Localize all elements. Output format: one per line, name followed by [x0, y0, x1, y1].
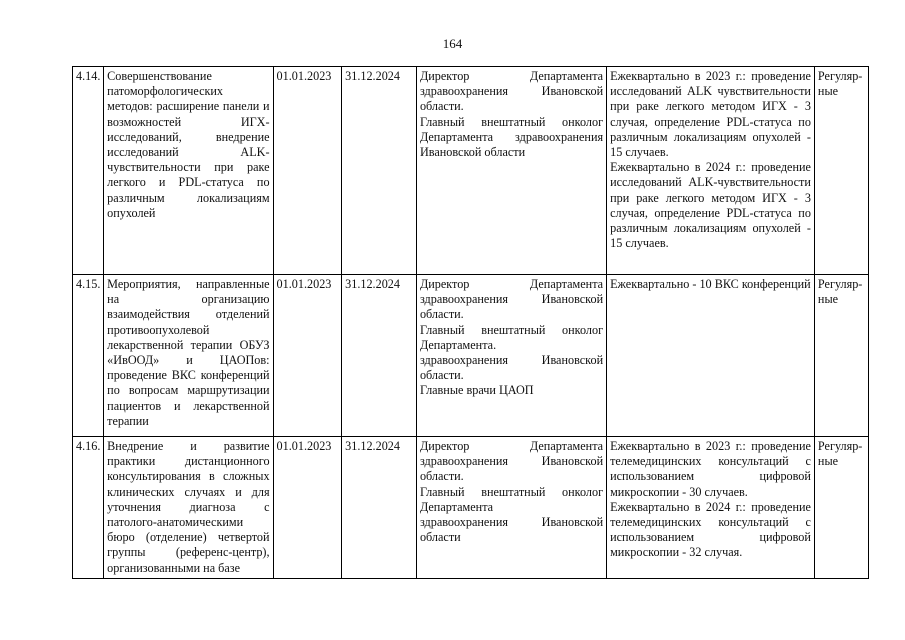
result-cell [607, 437, 815, 579]
measures-table [72, 66, 869, 579]
item-type: Регуляр-ные [814, 275, 868, 437]
responsible-line: Главные врачи ЦАОП [419, 383, 534, 398]
responsible-line: Главный внештатный онколог Департамента. [419, 322, 604, 352]
responsible-line: Главный внештатный онколог Департамента [419, 484, 604, 514]
responsible-line: Главный внештатный онколог Департамента здравоохранения Ивановской области [419, 114, 604, 160]
start-date: 01.01.2023 [273, 275, 342, 437]
item-name: Внедрение и развитие практики дистанционного консультирования в сложных клинических случаях и для уточнения диагноза с патолого-анатомическими бюро (отделение) четвертой группы (референс-центр), организованными на базе [104, 437, 273, 579]
item-number: 4.16. [73, 437, 104, 579]
responsible-cell [416, 275, 606, 437]
table-row [73, 275, 869, 437]
responsible-cell [416, 437, 606, 579]
result-line: Ежеквартально в 2024 г.: проведение исследований ALK-чувствительности при раке легкого методом ИГХ - 3 случая, определение PDL-статуса по различным локализациям опухолей - 15 случаев. [610, 160, 811, 251]
result-line: Ежеквартально в 2024 г.: проведение телемедицинских консультаций с использованием цифровой микроскопии - 32 случая. [610, 499, 811, 560]
start-date: 01.01.2023 [273, 67, 342, 275]
result-line: Ежеквартально в 2023 г.: проведение исследований ALK чувствительности при раке легкого методом ИГХ - 3 случая, определение PDL-статуса по различным локализациям опухолей - 15 случаев. [610, 69, 811, 160]
responsible-line: Директор Департамента здравоохранения Ивановской области. [419, 439, 604, 484]
start-date: 01.01.2023 [273, 437, 342, 579]
responsible-cell [416, 67, 606, 275]
table-row [73, 67, 869, 275]
end-date: 31.12.2024 [342, 437, 417, 579]
result-line: Ежеквартально в 2023 г.: проведение телемедицинских консультаций с использованием цифровой микроскопии - 30 случаев. [610, 439, 811, 499]
end-date: 31.12.2024 [342, 275, 417, 437]
item-type: Регуляр-ные [814, 437, 868, 579]
item-type: Регуляр-ные [814, 67, 868, 275]
result-line: Ежеквартально - 10 ВКС конференций [610, 277, 811, 291]
result-cell [607, 67, 815, 275]
item-number: 4.15. [73, 275, 104, 437]
item-name: Мероприятия, направленные на организацию взаимодействия отделений противоопухолевой лекарственной терапии ОБУЗ «ИвООД» и ЦАОПов: проведение ВКС конференций по вопросам маршрутизации пациентов и лекарственной терапии [104, 275, 273, 437]
result-cell [607, 275, 815, 437]
responsible-line: Директор Департамента здравоохранения Ивановской области. [419, 69, 604, 114]
item-name: Совершенствование патоморфологических методов: расширение панели и возможностей ИГХ-исследований, внедрение исследований ALK-чувствительности при раке легкого и PDL-статуса по различным локализациям опухолей [104, 67, 273, 275]
responsible-line: здравоохранения Ивановской области [419, 515, 604, 545]
end-date: 31.12.2024 [342, 67, 417, 275]
table-row [73, 437, 869, 579]
responsible-line: здравоохранения Ивановской области. [419, 353, 604, 383]
page-number: 164 [442, 36, 463, 51]
responsible-line: Директор Департамента здравоохранения Ивановской области. [419, 277, 604, 322]
item-number: 4.14. [73, 67, 104, 275]
